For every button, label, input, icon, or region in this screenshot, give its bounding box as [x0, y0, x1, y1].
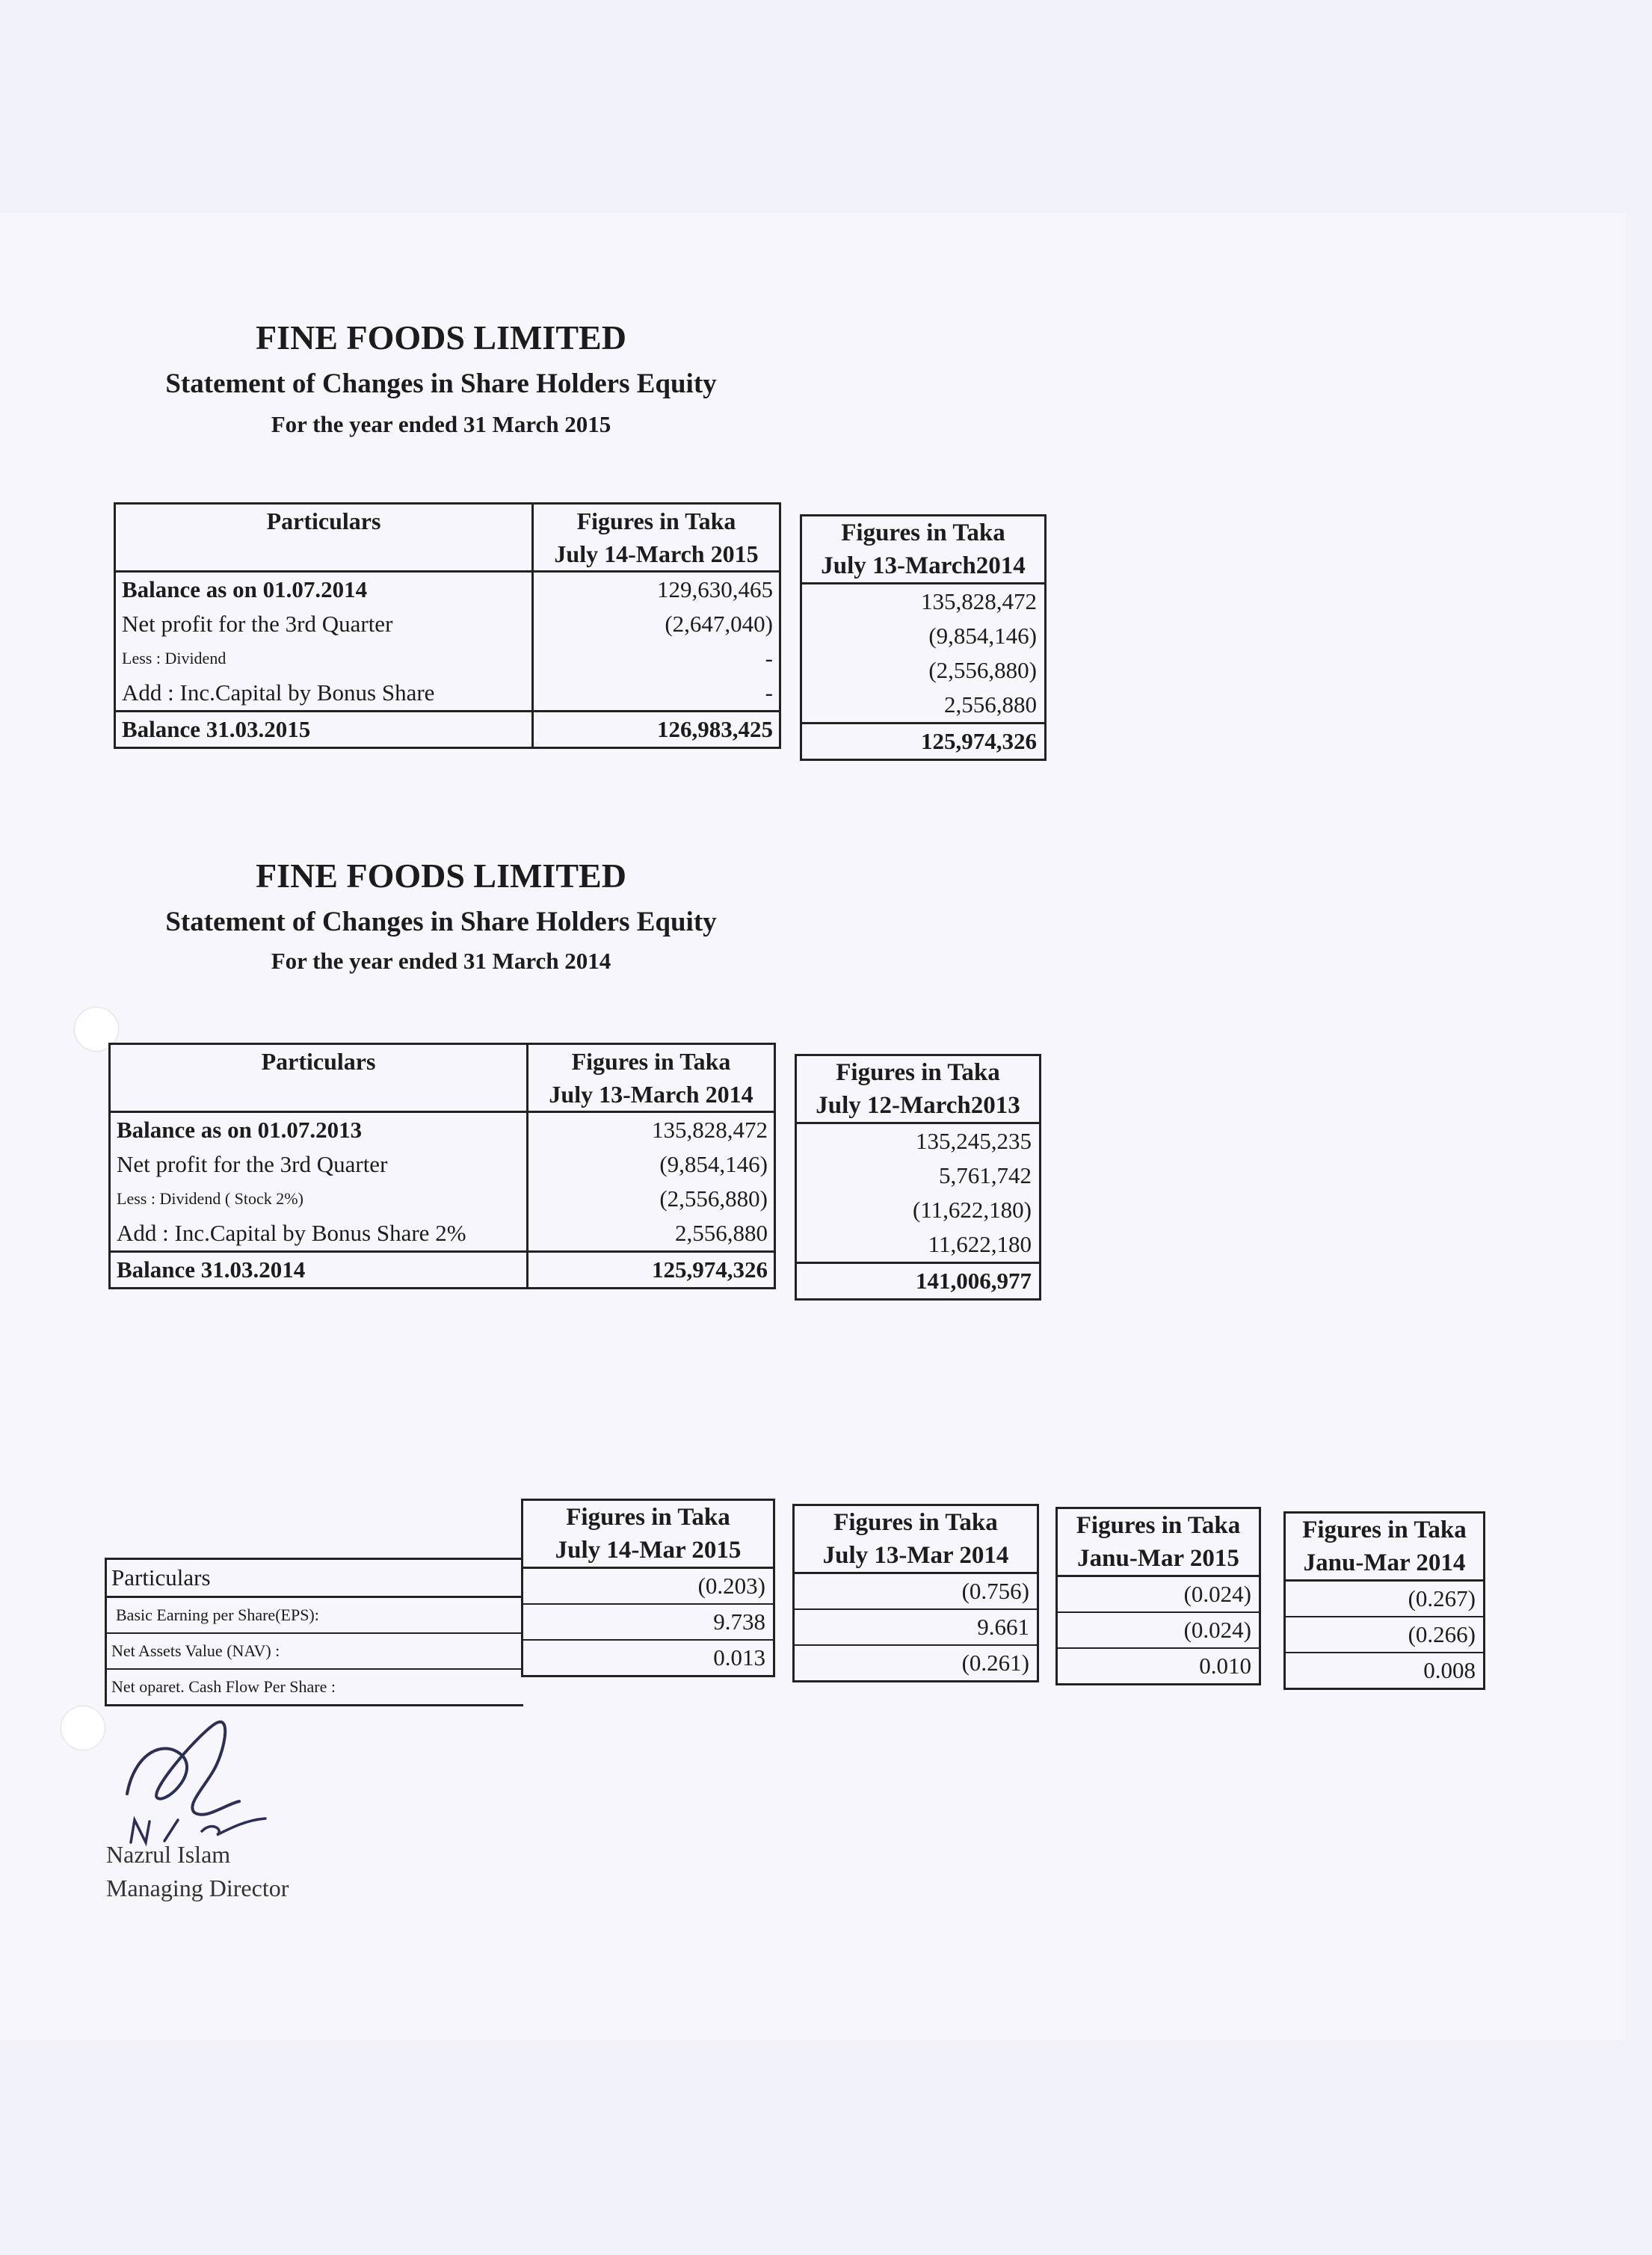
- row-value: 135,828,472: [652, 1117, 768, 1143]
- compare-header: Figures in Taka July 13-March2014: [802, 516, 1044, 584]
- statement-2015-period: For the year ended 31 March 2015: [271, 411, 611, 437]
- compare-value: 135,828,472: [921, 588, 1037, 614]
- row-value: -: [765, 645, 773, 671]
- ratio-value: (0.024): [1058, 1611, 1259, 1647]
- ratio-col-header: Figures in Taka Janu-Mar 2015: [1058, 1509, 1259, 1577]
- compare-value: 11,622,180: [928, 1231, 1032, 1257]
- row-label: Net profit for the 3rd Quarter: [110, 1147, 528, 1182]
- statement-2014-subtitle: Statement of Changes in Share Holders Equity: [165, 907, 717, 937]
- total-value: 126,983,425: [657, 716, 773, 742]
- ratios-particulars-header: Particulars: [107, 1560, 523, 1598]
- ratio-value: 0.010: [1058, 1647, 1259, 1683]
- statement-2015-compare-box: [800, 514, 1047, 761]
- ratio-value: 9.738: [523, 1603, 773, 1639]
- ratio-value: (0.756): [961, 1578, 1029, 1604]
- compare-value: (11,622,180): [913, 1197, 1032, 1223]
- punch-hole-bottom: [61, 1706, 105, 1750]
- row-label: Net profit for the 3rd Quarter: [115, 607, 533, 641]
- statement-2014-period: For the year ended 31 March 2014: [271, 948, 611, 974]
- compare-value: 5,761,742: [939, 1162, 1032, 1188]
- statement-2014-company: FINE FOODS LIMITED: [256, 857, 626, 895]
- ratio-value: 0.008: [1286, 1652, 1483, 1688]
- row-value: 129,630,465: [657, 576, 773, 602]
- compare-total: 141,006,977: [797, 1262, 1039, 1298]
- compare-value: (9,854,146): [928, 623, 1037, 649]
- ratio-label-nav: Net Assets Value (NAV) :: [107, 1634, 523, 1670]
- row-label: Add : Inc.Capital by Bonus Share: [115, 676, 533, 712]
- row-label: Balance as on 01.07.2014: [115, 572, 533, 608]
- ratio-col-header: Figures in Taka July 13-Mar 2014: [795, 1506, 1037, 1574]
- particulars-header: Particulars: [110, 1044, 528, 1112]
- statement-2014-table: [108, 1043, 776, 1289]
- row-value: (2,647,040): [665, 611, 773, 637]
- signatory-title: Managing Director: [106, 1875, 289, 1901]
- row-value: -: [765, 679, 773, 706]
- col1-header: Figures in Taka July 14-March 2015: [554, 508, 759, 567]
- compare-value: (2,556,880): [928, 657, 1037, 683]
- compare-value: 2,556,880: [944, 691, 1037, 718]
- statement-2015-table: [114, 502, 781, 749]
- row-label: Less : Dividend ( Stock 2%): [110, 1182, 528, 1216]
- ratios-column-2: [792, 1504, 1039, 1682]
- particulars-header: Particulars: [115, 504, 533, 572]
- ratio-value: (0.266): [1286, 1616, 1483, 1652]
- compare-header: Figures in Taka July 12-March2013: [797, 1056, 1039, 1124]
- row-value: (9,854,146): [659, 1151, 768, 1177]
- ratios-column-4: [1283, 1511, 1485, 1690]
- statement-2014-compare-box: [795, 1054, 1041, 1301]
- ratio-value: (0.261): [795, 1644, 1037, 1680]
- signatory-name: Nazrul Islam: [106, 1841, 231, 1868]
- ratios-column-1: [521, 1499, 775, 1677]
- ratio-label-cashflow: Net oparet. Cash Flow Per Share :: [111, 1677, 336, 1696]
- ratio-col-header: Figures in Taka Janu-Mar 2014: [1286, 1514, 1483, 1582]
- ratio-value: (0.267): [1408, 1585, 1476, 1611]
- row-label: Balance as on 01.07.2013: [110, 1112, 528, 1148]
- row-label: Add : Inc.Capital by Bonus Share 2%: [110, 1216, 528, 1252]
- total-label: Balance 31.03.2014: [110, 1252, 528, 1289]
- handwritten-signature: [112, 1708, 284, 1850]
- compare-value: 135,245,235: [916, 1128, 1032, 1154]
- compare-total: 125,974,326: [802, 722, 1044, 759]
- total-label: Balance 31.03.2015: [115, 712, 533, 748]
- row-value: (2,556,880): [659, 1185, 768, 1212]
- ratio-value: 0.013: [523, 1639, 773, 1675]
- ratio-label-eps: Basic Earning per Share(EPS):: [107, 1598, 523, 1634]
- ratio-value: (0.203): [697, 1573, 765, 1599]
- ratios-particulars-box: [105, 1525, 523, 1706]
- statement-2015-subtitle: Statement of Changes in Share Holders Equity: [165, 368, 717, 399]
- statement-2015-company: FINE FOODS LIMITED: [256, 318, 626, 357]
- ratio-value: (0.024): [1183, 1581, 1251, 1607]
- ratio-value: 9.661: [795, 1608, 1037, 1644]
- row-label: Less : Dividend: [115, 641, 533, 676]
- row-value: 2,556,880: [675, 1220, 768, 1246]
- total-value: 125,974,326: [652, 1256, 768, 1283]
- col1-header: Figures in Taka July 13-March 2014: [549, 1048, 753, 1108]
- ratios-column-3: [1055, 1507, 1261, 1685]
- ratio-col-header: Figures in Taka July 14-Mar 2015: [523, 1501, 773, 1569]
